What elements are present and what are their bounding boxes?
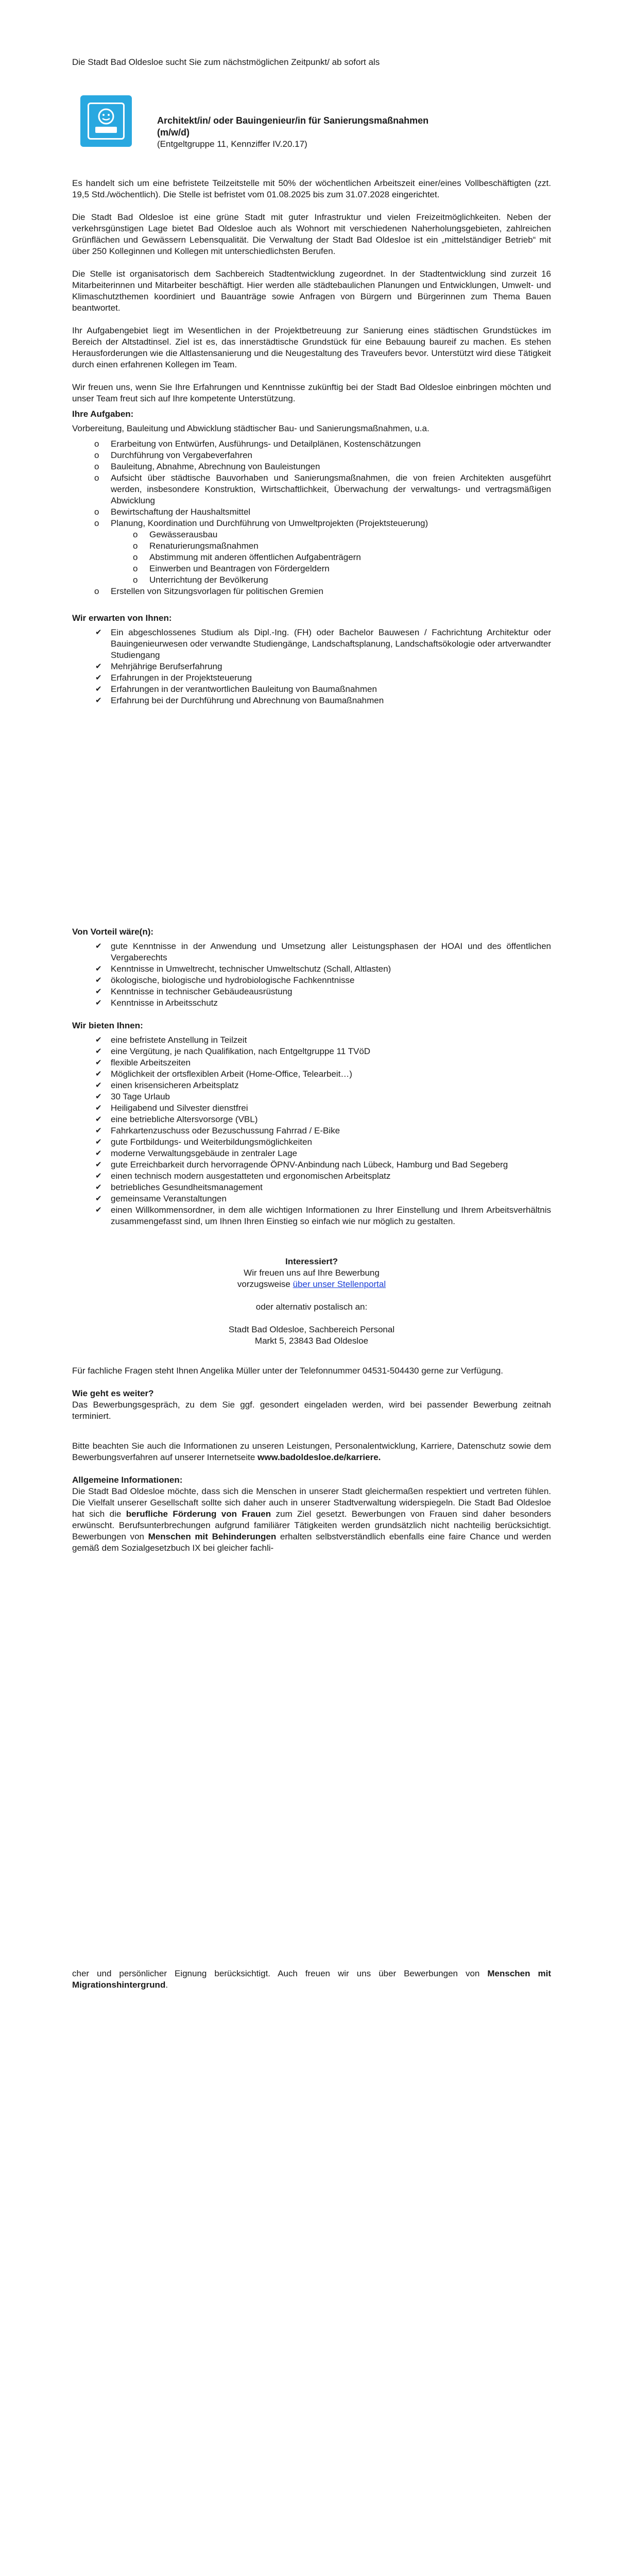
check-item: ✔ moderne Verwaltungsgebäude in zentraler Lage xyxy=(72,1148,551,1159)
list-item-label: Planung, Koordination und Durchführung von Umweltprojekten (Projektsteuerung) xyxy=(111,518,428,528)
list-item xyxy=(72,518,551,586)
check-item: ✔ Heiligabend und Silvester dienstfrei xyxy=(72,1103,551,1114)
check-item: ✔ Möglichkeit der ortsflexiblen Arbeit (Home-Office, Telearbeit…) xyxy=(72,1069,551,1080)
main-content xyxy=(72,178,551,706)
general-heading: Allgemeine Informationen: xyxy=(72,1475,183,1485)
sublist-item: o Abstimmung mit anderen öffentlichen Aufgabenträgern xyxy=(72,552,551,563)
check-item: ✔ gute Fortbildungs- und Weiterbildungsmöglichkeiten xyxy=(72,1137,551,1148)
check-item: ✔ Fahrkartenzuschuss oder Bezuschussung Fahrrad / E-Bike xyxy=(72,1125,551,1137)
postal-address-street: Markt 5, 23843 Bad Oldesloe xyxy=(254,1336,369,1346)
check-item: ✔ Kenntnisse in Arbeitsschutz xyxy=(72,997,551,1009)
postal-address: Stadt Bad Oldesloe, Sachbereich Personal xyxy=(228,1325,395,1334)
check-item: ✔ Mehrjährige Berufserfahrung xyxy=(72,661,551,672)
check-item: ✔ eine Vergütung, je nach Qualifikation, nach Entgeltgruppe 11 TVöD xyxy=(72,1046,551,1057)
next-text: Das Bewerbungsgespräch, zu dem Sie ggf. gesondert eingeladen werden, wird bei passender Bewerbung zeitnah terminiert. xyxy=(72,1400,551,1421)
apply-alt: oder alternativ postalisch an: xyxy=(255,1302,368,1312)
list-item: o Erarbeitung von Entwürfen, Ausführungs- und Detailplänen, Kostenschätzungen xyxy=(72,438,551,450)
job-title: Architekt/in/ oder Bauingenieur/in für Sanierungsmaßnahmen xyxy=(157,115,429,126)
job-title-block xyxy=(157,115,548,150)
apply-link-line: vorzugsweise über unser Stellenportal xyxy=(237,1279,386,1289)
general-continued xyxy=(72,1968,551,1991)
contact-text: Für fachliche Fragen steht Ihnen Angelika Müller unter der Telefonnummer 04531-504430 gerne zur Verfügung. xyxy=(72,1366,503,1376)
job-title-suffix: (m/w/d) xyxy=(157,127,190,138)
check-item: ✔ einen Willkommensordner, in dem alle wichtigen Informationen zu Ihrer Einstellung und Ihrem Arbeitsverhältnis zusammengefasst sind, um Ihnen Ihren Einstieg so einfach wie nur möglich zu gestalten. xyxy=(72,1205,551,1227)
advantage-list xyxy=(72,941,551,1009)
check-item: ✔ Kenntnisse in technischer Gebäudeausrüstung xyxy=(72,986,551,997)
general-text: Die Stadt Bad Oldesloe möchte, dass sich die Menschen in unserer Stadt gleichermaßen respektiert und vertreten fühlen. Die Vielfalt unserer Gesellschaft sollte sich daher auch in unserer Stadtverwaltung widerspiegeln. Die Stadt Bad Oldesloe hat sich die berufliche Förderung von Frauen zum Ziel gesetzt. Bewerbungen von Frauen sind daher besonders erwünscht. Berufsunterbrechungen aufgrund familiärer Tätigkeiten werden grundsätzlich nicht nachteilig berücksichtigt. Bewerbungen von Menschen mit Behinderungen erhalten selbstverständlich ebenfalls eine faire Chance und werden gemäß dem Sozialgesetzbuch IX bei gleicher fachli- xyxy=(72,1486,551,1553)
notice-text: Bitte beachten Sie auch die Informationen zu unseren Leistungen, Personalentwicklung, Karriere, Datenschutz sowie dem Bewerbungsverfahren auf unserer Internetseite www.badoldesloe.de/karriere. xyxy=(72,1441,551,1462)
check-item: ✔ Ein abgeschlossenes Studium als Dipl.-Ing. (FH) oder Bachelor Bauwesen / Fachrichtung Architektur oder Bauingenieurwesen oder verwandte Studiengänge, Landschaftsplanung, Landschaftsökologie oder artverwandter Studiengang xyxy=(72,627,551,661)
job-header xyxy=(72,95,551,157)
list-item: o Erstellen von Sitzungsvorlagen für politischen Gremien xyxy=(72,586,551,597)
check-item: ✔ 30 Tage Urlaub xyxy=(72,1091,551,1103)
check-item: ✔ Erfahrungen in der verantwortlichen Bauleitung von Baumaßnahmen xyxy=(72,684,551,695)
expect-heading: Wir erwarten von Ihnen: xyxy=(72,613,172,623)
list-item: o Bauleitung, Abnahme, Abrechnung von Bauleistungen xyxy=(72,461,551,472)
check-item: ✔ eine betriebliche Altersvorsorge (VBL) xyxy=(72,1114,551,1125)
job-portal-link[interactable]: über unser Stellenportal xyxy=(293,1279,386,1289)
tasks-heading: Ihre Aufgaben: xyxy=(72,409,134,419)
list-item: o Durchführung von Vergabeverfahren xyxy=(72,450,551,461)
next-heading: Wie geht es weiter? xyxy=(72,1388,154,1398)
job-subtitle: (Entgeltgruppe 11, Kennziffer IV.20.17) xyxy=(157,139,307,149)
paragraph: Wir freuen uns, wenn Sie Ihre Erfahrungen und Kenntnisse zukünftig bei der Stadt Bad Oldesloe einbringen möchten und unser Team freut sich auf Ihre kompetente Unterstützung. xyxy=(72,382,551,403)
check-item: ✔ gemeinsame Veranstaltungen xyxy=(72,1193,551,1205)
apply-section xyxy=(72,1256,551,1347)
check-item: ✔ gute Kenntnisse in der Anwendung und Umsetzung aller Leistungsphasen der HOAI und des öffentlichen Vergaberechts xyxy=(72,941,551,963)
check-item: ✔ gute Erreichbarkeit durch hervorragende ÖPNV-Anbindung nach Lübeck, Hamburg und Bad Segeberg xyxy=(72,1159,551,1171)
sublist-item: o Renaturierungsmaßnahmen xyxy=(72,540,551,552)
advantage-heading: Von Vorteil wäre(n): xyxy=(72,927,154,937)
paragraph: Es handelt sich um eine befristete Teilzeitstelle mit 50% der wöchentlichen Arbeitszeit einer/eines Vollbeschäftigten (zzt. 19,5 Std./wöchentlich). Die Stelle ist befristet vom 01.08.2025 bis zum 31.07.2028 eingerichtet. xyxy=(72,178,551,199)
list-item: o Aufsicht über städtische Bauvorhaben und Sanierungsmaßnahmen, die von freien Architekten ausgeführt werden, insbesondere Konstruktion, Wirtschaftlichkeit, Überwachung der verwaltungs- und vertragsmäßigen Abwicklung xyxy=(72,472,551,506)
paragraph: Die Stelle ist organisatorisch dem Sachbereich Stadtentwicklung zugeordnet. In der Stadtentwicklung sind zurzeit 16 Mitarbeiterinnen und Mitarbeiter beschäftigt. Hier werden alle städtebaulichen Planungen und Entwicklungen, Umwelt- und Klimaschutzthemen koordiniert und Bauanträge sowie Anfragen von Bürgern und Bürgerinnen zum Thema Bauen beantwortet. xyxy=(72,269,551,313)
paragraph: Ihr Aufgabengebiet liegt im Wesentlichen in der Projektbetreuung zur Sanierung eines städtischen Grundstückes im Bereich der Altstadtinsel. Ziel ist es, das innerstädtische Grundstück für eine Bebauung baureif zu machen. Es stehen Herausforderungen wie die Altlastensanierung und die Neugestaltung des Traveufers bevor. Unterstützt wird diese Tätigkeit durch einen erfahrenen Kollegen im Team. xyxy=(72,326,551,369)
general-text-continued: cher und persönlicher Eignung berücksichtigt. Auch freuen wir uns über Bewerbungen von Menschen mit Migrationshintergrund. xyxy=(72,1969,552,1990)
sublist-item: o Gewässerausbau xyxy=(72,529,551,540)
lower-content xyxy=(72,926,551,1554)
paragraph: Die Stadt Bad Oldesloe ist eine grüne Stadt mit guter Infrastruktur und vielen Freizeitmöglichkeiten. Neben der verkehrsgünstigen Lage bietet Bad Oldesloe auch als Wohnort mit verschiedenen Naherholungsgebieten, zahlreichen Grünflächen und Gewässern Lebensqualität. Die Verwaltung der Stadt Bad Oldesloe ist ein „mittelständiger Betrieb“ mit über 250 Kolleginnen und Kollegen mit unterschiedlichsten Berufen. xyxy=(72,212,551,256)
expect-list xyxy=(72,627,551,706)
offer-heading: Wir bieten Ihnen: xyxy=(72,1021,143,1030)
city-logo-icon xyxy=(80,95,132,147)
check-item: ✔ betriebliches Gesundheitsmanagement xyxy=(72,1182,551,1193)
check-item: ✔ einen technisch modern ausgestatteten und ergonomischen Arbeitsplatz xyxy=(72,1171,551,1182)
apply-line: Wir freuen uns auf Ihre Bewerbung xyxy=(244,1268,380,1278)
check-item: ✔ eine befristete Anstellung in Teilzeit xyxy=(72,1035,551,1046)
check-item: ✔ Erfahrung bei der Durchführung und Abrechnung von Baumaßnahmen xyxy=(72,695,551,706)
offer-list xyxy=(72,1035,551,1227)
logo-figure-icon xyxy=(89,104,123,138)
list-item: o Bewirtschaftung der Haushaltsmittel xyxy=(72,506,551,518)
sublist-item: o Einwerben und Beantragen von Fördergeldern xyxy=(72,563,551,574)
check-item: ✔ flexible Arbeitszeiten xyxy=(72,1057,551,1069)
career-url[interactable]: www.badoldesloe.de/karriere. xyxy=(258,1452,381,1462)
check-item: ✔ einen krisensicheren Arbeitsplatz xyxy=(72,1080,551,1091)
check-item: ✔ ökologische, biologische und hydrobiologische Fachkenntnisse xyxy=(72,975,551,986)
tasks-sublist xyxy=(111,529,551,586)
check-item: ✔ Erfahrungen in der Projektsteuerung xyxy=(72,672,551,684)
apply-heading: Interessiert? xyxy=(285,1257,338,1266)
sublist-item: o Unterrichtung der Bevölkerung xyxy=(72,574,551,586)
intro-text: Die Stadt Bad Oldesloe sucht Sie zum nächstmöglichen Zeitpunkt/ ab sofort als xyxy=(72,57,380,67)
tasks-list xyxy=(72,438,551,597)
check-item: ✔ Kenntnisse in Umweltrecht, technischer Umweltschutz (Schall, Altlasten) xyxy=(72,963,551,975)
tasks-lead: Vorbereitung, Bauleitung und Abwicklung städtischer Bau- und Sanierungsmaßnahmen, u.a. xyxy=(72,423,430,433)
